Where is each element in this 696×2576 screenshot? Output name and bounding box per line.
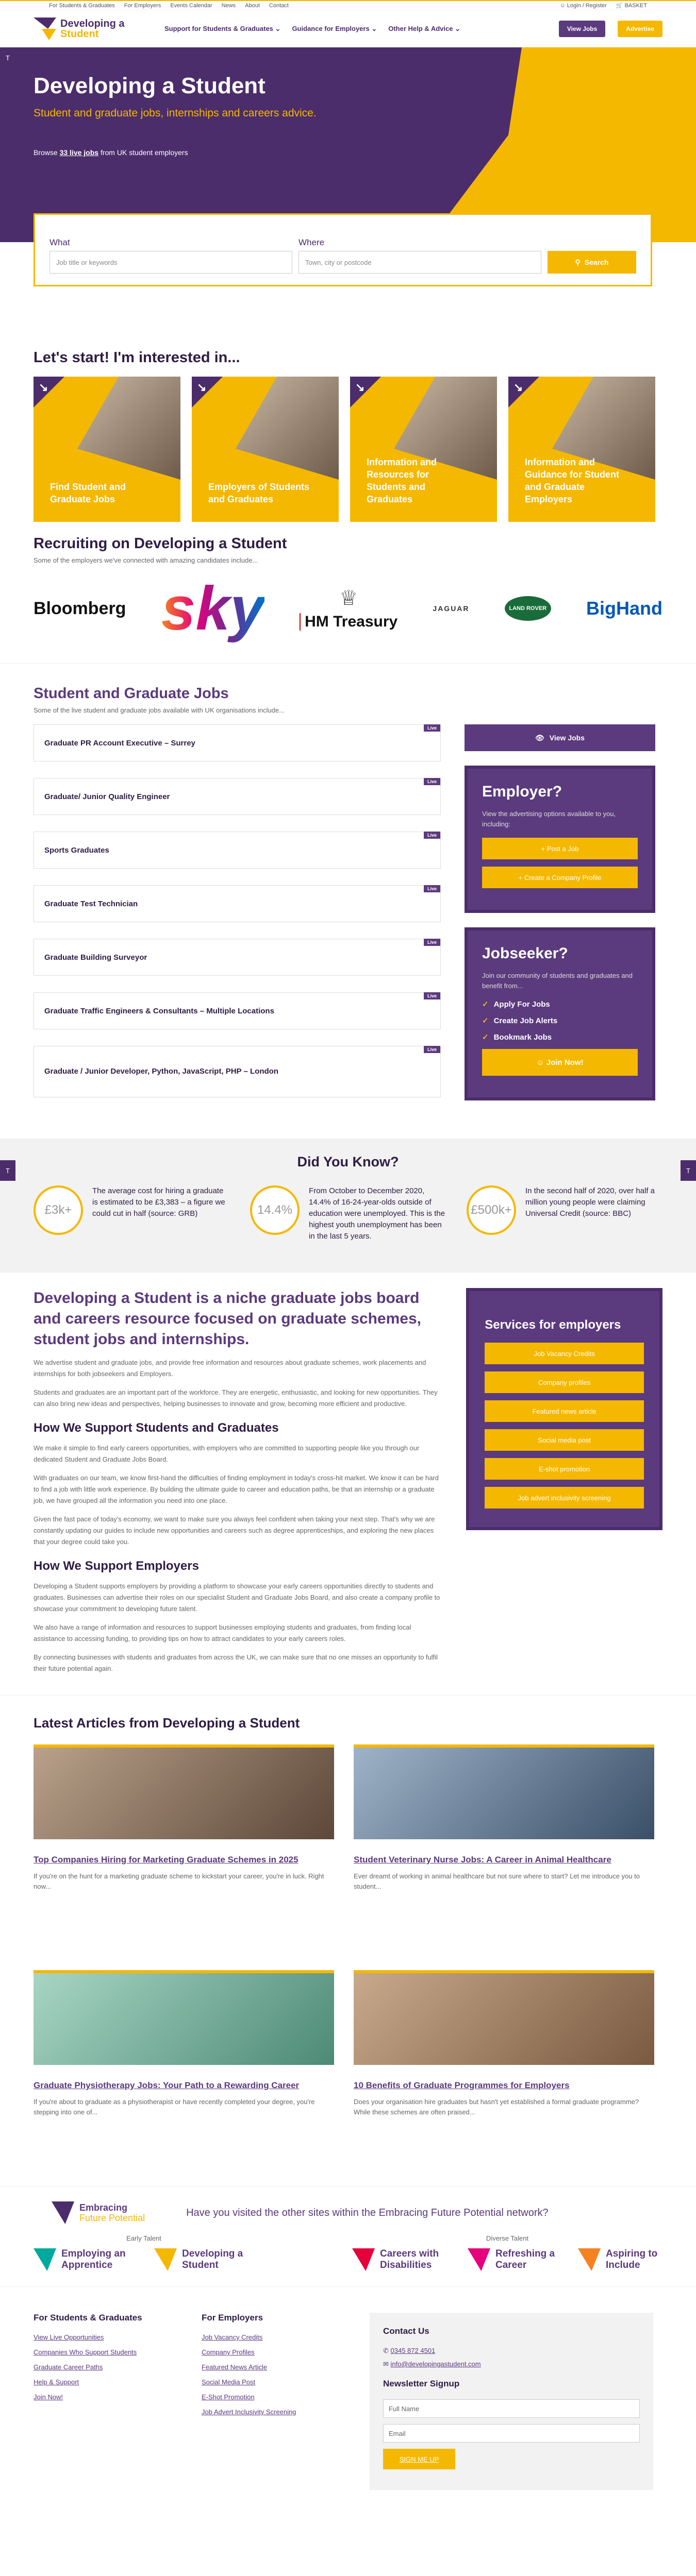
article-card[interactable] [354, 1744, 654, 1951]
efp-network-banner [0, 2187, 696, 2224]
email-input[interactable]: Email [383, 2424, 640, 2443]
nav-employers[interactable] [292, 25, 377, 33]
user-icon: ☺ [559, 2, 567, 9]
check-icon: ✓ [482, 1033, 489, 1042]
live-badge: Live [424, 885, 440, 892]
diverse-talent-group [352, 2234, 662, 2271]
footer-students-column [34, 2313, 178, 2490]
about-paragraph: With graduates on our team, we know first-hand the difficulties of finding employment in today's cross-hit market. We know it can be hard to find a job with little work experience. By building the ultimate guide to career and education paths, be that an internship or a graduate job, we have grouped all the information you need into one place. [34, 1474, 439, 1504]
about-paragraph: Given the fast pace of today's economy, we want to make sure you always feel confident when taking your next step. That's why we are constantly updating our guides to include new opportunities and careers such as degree apprenticeships, and exploring the new places that your degree could take you. [34, 1515, 435, 1546]
nav-other-label: Other Help & Advice [388, 24, 453, 32]
signup-button[interactable]: SIGN ME UP [383, 2449, 455, 2469]
basket-icon: 🛒 [616, 3, 625, 9]
divider [0, 1695, 696, 1696]
fact-badge: 14.4% [250, 1185, 300, 1235]
eye-icon: 👁 [535, 733, 544, 742]
article-excerpt: If you're on the hunt for a marketing graduate scheme to kickstart your career, you're in luck. Right now... [34, 1872, 324, 1890]
contact-title: Contact Us [383, 2326, 429, 2336]
jobseeker-panel [465, 927, 655, 1100]
recruiting-subtitle: Some of the employers we've connected with amazing candidates include... [34, 556, 258, 564]
mail-icon: ✉ [383, 2360, 391, 2368]
jobseeker-panel-text: Join our community of students and graduates and benefit from... [482, 972, 633, 990]
interested-cards [34, 377, 662, 522]
job-listing[interactable] [34, 1046, 441, 1097]
did-you-know-section [0, 1139, 696, 1273]
logo-hm-treasury [300, 586, 397, 631]
articles-grid [34, 1744, 662, 2176]
live-badge: Live [424, 778, 440, 785]
login-link[interactable] [559, 3, 606, 9]
hero-title: Developing a Student [34, 73, 266, 98]
interested-section [0, 349, 696, 522]
logo-text [60, 19, 124, 39]
search-icon: ⚲ [575, 258, 581, 266]
service-button[interactable]: Featured news article [485, 1400, 644, 1422]
top-bar-account [559, 2, 647, 9]
nav-employers-label: Guidance for Employers [292, 24, 370, 32]
card-photo [77, 377, 180, 480]
what-group [49, 238, 292, 274]
job-listing[interactable] [34, 992, 441, 1029]
arrow-icon: ↘ [513, 381, 523, 394]
footer-employers-title: For Employers [202, 2313, 263, 2323]
text-size-icon: T [6, 54, 10, 62]
article-title: Student Veterinary Nurse Jobs: A Career in Animal Healthcare [354, 1855, 611, 1865]
job-title: Graduate Building Surveyor [44, 953, 147, 962]
job-title: Sports Graduates [44, 845, 109, 855]
jobs-sidebar [465, 724, 655, 1115]
chevron-down-icon: ⌄ [371, 24, 377, 32]
article-title: 10 Benefits of Graduate Programmes for Employers [354, 2080, 570, 2090]
header-advertise-button[interactable]: Advertise [618, 21, 662, 37]
crest-icon: ♕ [339, 587, 358, 609]
logo-line-2: Student [60, 28, 99, 40]
efp-logo-line-2: Future Potential [79, 2213, 145, 2223]
benefit-item [482, 999, 638, 1009]
accessibility-toggle-left[interactable] [0, 1160, 15, 1181]
fact-text: In the second half of 2020, over half a million young people were claiming Universal Credit (source: BBC) [525, 1187, 655, 1218]
about-paragraph: We advertise student and graduate jobs, and provide free information and resources about graduate schemes, work placements and internships for both jobseekers and Employers. [34, 1359, 426, 1378]
early-talent-label: Early Talent [126, 2234, 161, 2242]
site-logo-mark [468, 2248, 490, 2271]
job-search-form [34, 213, 652, 286]
early-talent-group [34, 2234, 254, 2271]
interested-title: Let's start! I'm interested in... [34, 349, 240, 366]
efp-logo-line-1: Embracing [79, 2202, 128, 2213]
article-card[interactable] [354, 1970, 654, 2176]
plus-icon: + [518, 873, 524, 882]
site-name: Aspiring to Include [606, 2248, 658, 2270]
phone-icon: ✆ [383, 2347, 391, 2354]
email-link[interactable]: info@developingastudent.com [390, 2360, 481, 2368]
article-excerpt: If you're about to graduate as a physiotherapist or have recently completed your degree, you're stepping into one of... [34, 2098, 315, 2116]
live-badge: Live [424, 992, 440, 999]
footer-link[interactable]: Graduate Career Paths [34, 2363, 103, 2371]
logo-land-rover: LAND ROVER [505, 596, 551, 621]
text-size-icon: T [686, 1166, 690, 1175]
footer-link[interactable]: Job Vacancy Credits [202, 2333, 263, 2341]
article-title: Top Companies Hiring for Marketing Graduate Schemes in 2025 [34, 1855, 299, 1865]
employer-panel-title: Employer? [482, 783, 562, 800]
support-students-heading: How We Support Students and Graduates [34, 1421, 279, 1435]
article-image [34, 1970, 334, 2065]
did-you-know-title: Did You Know? [297, 1154, 399, 1170]
benefit-item [482, 1032, 638, 1042]
article-card[interactable] [34, 1744, 334, 1951]
login-label: Login / Register [567, 2, 607, 9]
create-profile-button[interactable] [482, 867, 638, 888]
job-title: Graduate PR Account Executive – Surrey [44, 738, 195, 748]
recruiting-section [0, 535, 696, 643]
service-button[interactable]: Company profiles [485, 1371, 644, 1393]
chevron-down-icon: ⌄ [455, 24, 460, 32]
employer-panel-text: View the advertising options available to you, including: [482, 810, 616, 828]
job-listing[interactable] [34, 724, 441, 761]
benefit-label: Bookmark Jobs [493, 1033, 552, 1042]
efp-logo-text [79, 2202, 145, 2223]
about-paragraph: Students and graduates are an important part of the workforce. They are energetic, enthusiastic, and looking for new opportunities. They can also bring new ideas and perspectives, helping businesses to innovate and grow, becoming more efficient and productive. [34, 1388, 438, 1408]
nav-students-label: Support for Students & Graduates [164, 24, 273, 32]
card-employers[interactable] [192, 377, 339, 522]
live-badge: Live [424, 724, 440, 732]
live-badge: Live [424, 1046, 440, 1053]
hero-browse-text [34, 148, 662, 157]
article-image [354, 1970, 654, 2065]
where-group [299, 238, 541, 274]
accessibility-toggle-right[interactable] [681, 1160, 696, 1181]
user-plus-icon: ☺ [536, 1058, 546, 1067]
services-panel [466, 1288, 662, 1530]
arrow-icon: ↘ [39, 381, 48, 394]
article-excerpt: Ever dreamt of working in animal healthcare but not sure where to start? Let me introduce you to student... [354, 1872, 640, 1890]
about-content [34, 1288, 440, 1674]
site-name: Careers with Disabilities [380, 2248, 439, 2270]
logo-sky: sky [161, 574, 264, 643]
services-title: Services for employers [485, 1318, 621, 1332]
arrow-icon: ↘ [197, 381, 207, 394]
service-button[interactable]: E-shot promotion [485, 1458, 644, 1480]
card-label: Information and Guidance for Student and Graduate Employers [525, 457, 620, 504]
create-profile-label: Create a Company Profile [524, 873, 602, 882]
newsletter-title: Newsletter Signup [383, 2379, 460, 2388]
view-jobs-button[interactable] [465, 724, 655, 751]
efp-question: Have you visited the other sites within the Embracing Future Potential network? [186, 2207, 549, 2218]
hero-wrapper [0, 47, 696, 336]
job-listing[interactable] [34, 832, 441, 869]
efp-logo [52, 2201, 145, 2224]
site-name: Refreshing a Career [495, 2248, 555, 2270]
fact-text: The average cost for hiring a graduate is estimated to be £3,383 – a figure we could cut in half (source: GRB) [92, 1187, 225, 1218]
basket-label: BASKET [624, 3, 647, 9]
article-image [354, 1744, 654, 1839]
service-button[interactable]: Job advert inclusivity screening [485, 1487, 644, 1509]
card-corner [34, 377, 64, 408]
browse-suffix: from UK student employers [98, 148, 188, 157]
where-label: Where [299, 238, 325, 247]
about-paragraph: Developing a Student supports employers by providing a platform to showcase your early careers opportunities directly to students and graduates. Businesses can advertise their roles on our specialist Student and Graduate Jobs Board, and also create a company profile to showcase your commitment to developing future talent. [34, 1582, 440, 1613]
what-input[interactable]: Job title or keywords [49, 251, 292, 274]
phone-link[interactable]: 0345 872 4501 [390, 2347, 436, 2354]
jobs-list [34, 724, 441, 1115]
top-link-about[interactable]: About [245, 2, 260, 9]
top-link-contact[interactable]: Contact [269, 2, 289, 9]
efp-logo-mark [52, 2201, 74, 2224]
jobs-title: Student and Graduate Jobs [34, 685, 229, 702]
footer-link[interactable]: Join Now! [34, 2393, 63, 2401]
browse-prefix: Browse [34, 148, 60, 157]
support-employers-heading: How We Support Employers [34, 1559, 199, 1573]
job-listing[interactable] [34, 778, 441, 815]
card-corner [192, 377, 223, 408]
footer-link[interactable]: Company Profiles [202, 2348, 255, 2356]
logo-bighand: BigHand [586, 598, 662, 619]
jobs-subtitle: Some of the live student and graduate jobs available with UK organisations include... [34, 706, 285, 714]
article-card[interactable] [34, 1970, 334, 2176]
fact-item [467, 1185, 662, 1242]
live-badge: Live [424, 939, 440, 946]
site-refreshing-career[interactable] [468, 2248, 557, 2271]
jobseeker-panel-title: Jobseeker? [482, 945, 568, 962]
site-name: Employing an Apprentice [61, 2248, 126, 2270]
main-nav [164, 25, 546, 33]
nav-other[interactable] [388, 25, 460, 33]
diverse-talent-sites [352, 2248, 662, 2271]
site-header [0, 10, 696, 47]
arrow-icon: ↘ [355, 381, 365, 394]
benefit-label: Apply For Jobs [493, 1000, 550, 1009]
job-title: Graduate Traffic Engineers & Consultants – Multiple Locations [44, 1006, 274, 1015]
search-button[interactable] [548, 251, 636, 274]
search-button-label: Search [584, 258, 609, 266]
site-logo[interactable] [34, 18, 152, 40]
card-label: Find Student and Graduate Jobs [50, 482, 126, 504]
where-input[interactable]: Town, city or postcode [299, 251, 541, 274]
about-section [0, 1273, 696, 1674]
card-corner [508, 377, 539, 408]
articles-section [0, 1715, 696, 2176]
facts-list [34, 1185, 662, 1242]
header-view-jobs-button[interactable]: View Jobs [559, 21, 605, 37]
site-careers-disabilities[interactable] [352, 2248, 447, 2271]
logo-hm-treasury-text: HM Treasury [300, 613, 397, 631]
fullname-input[interactable]: Full Name [383, 2399, 640, 2418]
articles-title: Latest Articles from Developing a Student [34, 1715, 300, 1731]
footer-contact-box [370, 2313, 653, 2490]
service-button[interactable]: Job Vacancy Credits [485, 1343, 644, 1364]
check-icon: ✓ [482, 1000, 489, 1009]
site-aspiring-include[interactable] [578, 2248, 662, 2271]
logo-mark-icon [34, 18, 56, 40]
about-headline: Developing a Student is a niche graduate jobs board and careers resource focused on graduate schemes, student jobs and internships. [34, 1290, 421, 1348]
fact-item [250, 1185, 446, 1242]
benefit-item [482, 1016, 638, 1025]
phone-row [383, 2347, 640, 2355]
join-now-button[interactable] [482, 1049, 638, 1076]
fact-text: From October to December 2020, 14.4% of 16-24-year-olds outside of education were unemployed. This is the highest youth unemployment has been in the last 5 years. [309, 1187, 445, 1241]
footer-link[interactable]: E-Shot Promotion [202, 2393, 255, 2401]
join-now-label: Join Now! [546, 1058, 584, 1067]
hero-subtitle: Student and graduate jobs, internships and careers advice. [34, 107, 317, 119]
top-link-events[interactable]: Events Calendar [170, 2, 212, 9]
about-paragraph: By connecting businesses with students and graduates from across the UK, we can make sure that no one misses an opportunity to fulfil their future potential again. [34, 1653, 438, 1672]
service-button[interactable]: Social media post [485, 1429, 644, 1451]
top-link-students[interactable]: For Students & Graduates [49, 2, 115, 9]
footer-employers-column [202, 2313, 346, 2490]
efp-sites [0, 2224, 696, 2271]
article-excerpt: Does your organisation hire graduates but hasn't yet established a formal graduate programme? While these schemes are often praised... [354, 2098, 639, 2116]
employer-panel [465, 766, 655, 913]
footer-link[interactable]: Help & Support [34, 2378, 79, 2386]
card-employer-guidance[interactable] [508, 377, 655, 522]
job-title: Graduate/ Junior Quality Engineer [44, 792, 170, 801]
logo-jaguar: JAGUAR [433, 604, 470, 613]
top-bar-links [49, 3, 289, 9]
about-paragraph: We make it simple to find early careers opportunities, with employers who are committed to supporting people like you through our dedicated Student and Graduate Jobs Board. [34, 1444, 420, 1463]
view-jobs-label: View Jobs [549, 734, 585, 742]
text-size-icon: T [6, 1166, 10, 1175]
about-paragraph: We also have a range of information and resources to support businesses employing students and graduates, from finding local assistance to accessing funding, to providing tips on how to attract candidates to your early careers roles. [34, 1623, 411, 1642]
article-title: Graduate Physiotherapy Jobs: Your Path to a Rewarding Career [34, 2080, 300, 2090]
live-jobs-link[interactable]: 33 live jobs [59, 148, 99, 157]
card-label: Employers of Students and Graduates [208, 482, 310, 504]
site-logo-mark [154, 2248, 177, 2271]
divider [0, 663, 696, 664]
site-developing-student[interactable] [154, 2248, 254, 2271]
job-title: Graduate Test Technician [44, 899, 138, 908]
chevron-down-icon: ⌄ [275, 24, 281, 32]
footer-link[interactable]: Featured News Article [202, 2363, 268, 2371]
top-bar [0, 0, 696, 10]
employer-logos [34, 574, 662, 643]
recruiting-title: Recruiting on Developing a Student [34, 535, 287, 552]
footer-link[interactable]: Companies Who Support Students [34, 2348, 137, 2356]
card-photo [236, 377, 339, 480]
card-corner [350, 377, 381, 408]
card-label: Information and Resources for Students and Graduates [367, 457, 437, 504]
site-logo-mark [352, 2248, 375, 2271]
footer-students-title: For Students & Graduates [34, 2313, 142, 2323]
plus-icon: + [541, 844, 547, 853]
site-employing-apprentice[interactable] [34, 2248, 134, 2271]
nav-students[interactable] [164, 25, 280, 33]
footer-link[interactable]: Job Advert Inclusivity Screening [202, 2408, 296, 2416]
card-find-jobs[interactable] [34, 377, 180, 522]
email-row [383, 2360, 640, 2368]
top-link-employers[interactable]: For Employers [124, 2, 161, 9]
post-job-label: Post a Job [546, 844, 579, 853]
site-name: Developing a Student [182, 2248, 243, 2270]
diverse-talent-label: Diverse Talent [486, 2234, 529, 2242]
post-job-button[interactable] [482, 838, 638, 859]
logo-line-1: Developing a [60, 18, 125, 29]
logo-bloomberg: Bloomberg [34, 598, 126, 618]
footer-spacer [0, 2490, 696, 2511]
fact-badge: £500k+ [467, 1185, 516, 1235]
site-logo-mark [34, 2248, 56, 2271]
fact-badge: £3k+ [34, 1185, 83, 1235]
card-student-resources[interactable] [350, 377, 497, 522]
accessibility-toggle-left[interactable] [0, 47, 15, 68]
jobs-layout [34, 724, 662, 1115]
live-badge: Live [424, 832, 440, 839]
fact-item [34, 1185, 229, 1242]
check-icon: ✓ [482, 1016, 489, 1025]
what-label: What [49, 238, 70, 247]
job-listing[interactable] [34, 939, 441, 976]
footer-link[interactable]: Social Media Post [202, 2378, 256, 2386]
early-talent-sites [34, 2248, 254, 2271]
site-logo-mark [578, 2248, 601, 2271]
article-image [34, 1744, 334, 1839]
job-title: Graduate / Junior Developer, Python, JavaScript, PHP – London [44, 1067, 278, 1076]
job-listing[interactable] [34, 885, 441, 922]
benefit-label: Create Job Alerts [493, 1016, 558, 1025]
site-footer [0, 2286, 696, 2490]
basket-link[interactable] [616, 2, 647, 9]
top-link-news[interactable]: News [221, 2, 236, 9]
footer-link[interactable]: View Live Opportunities [34, 2333, 104, 2341]
